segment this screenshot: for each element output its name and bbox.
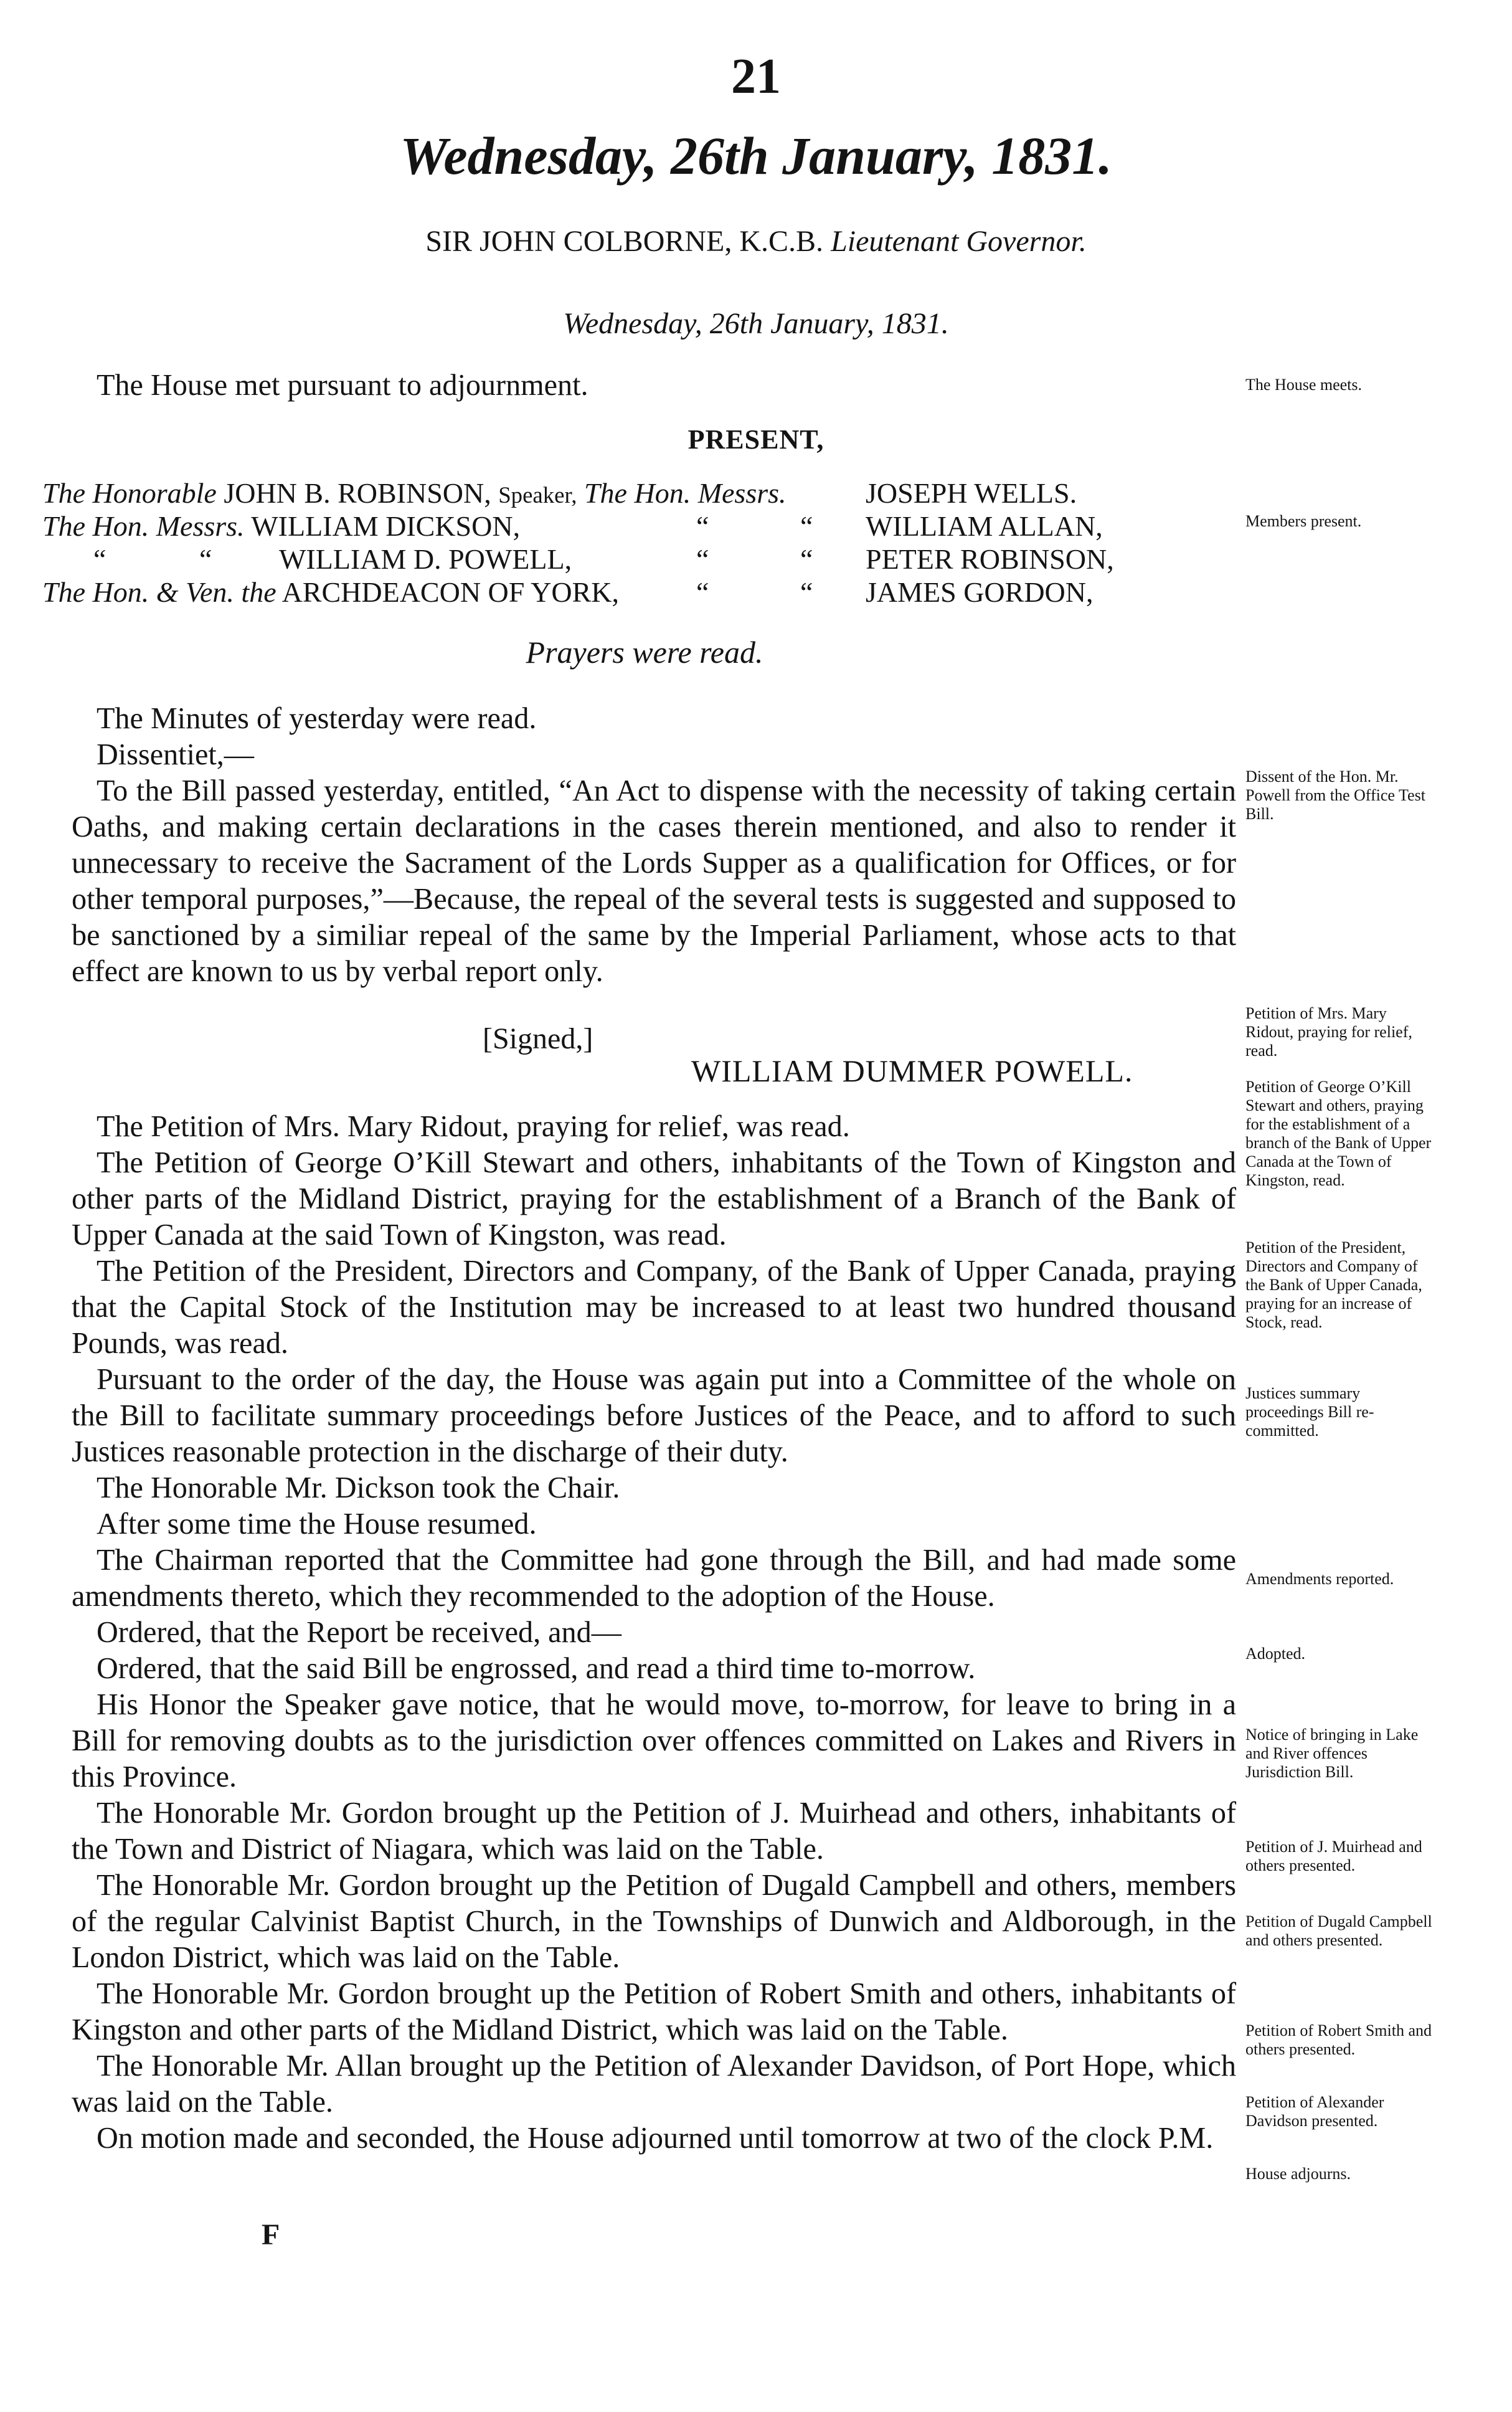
margin-note-justices: Justices summary proceedings Bill re-committed.	[1245, 1384, 1374, 1440]
margin-note-muirhead: Petition of J. Muirhead and others presented.	[1245, 1838, 1422, 1874]
ditto-mark: “	[696, 510, 709, 542]
proceedings-block	[72, 1109, 1236, 2157]
member-name: ARCHDEACON OF YORK,	[281, 576, 619, 608]
member-right-4: JAMES GORDON,	[866, 576, 1094, 608]
ditto-mark: “	[93, 543, 106, 575]
governor-name: SIR JOHN COLBORNE, K.C.B.	[425, 225, 824, 258]
page-date-heading: Wednesday, 26th January, 1831.	[400, 126, 1112, 186]
dissent-paragraph: To the Bill passed yesterday, entitled, “An Act to dispense with the necessity of taking certain Oaths, and making certain declarations in the cases therein mentioned, and also to render it unnecessary to receive the Sacrament of the Lords Supper as a qualification for Offices, or for other temporal purposes,”—Because, the repeal of the several tests is suggested and supposed to be sanctioned by a similiar repeal of the same by the Imperial Parliament, whose acts to that effect are known to us by verbal report only.	[72, 774, 1236, 988]
member-prefix: The Hon. & Ven. the	[42, 576, 276, 608]
ditto-mark: “	[696, 576, 709, 608]
ditto-mark: “	[199, 543, 212, 575]
paragraph-davidson: The Honorable Mr. Allan brought up the Petition of Alexander Davidson, of Port Hope, which was laid on the Table.	[72, 2049, 1236, 2119]
paragraph-campbell: The Honorable Mr. Gordon brought up the Petition of Dugald Campbell and others, members of the regular Calvinist Baptist Church, in the Townships of Dunwich and Aldborough, in the London District, which was laid on the Table.	[72, 1869, 1236, 1974]
governor-title: Lieutenant Governor.	[831, 225, 1087, 258]
margin-note-adopted: Adopted.	[1245, 1645, 1306, 1663]
member-name: WILLIAM DICKSON,	[251, 510, 521, 542]
sitting-date: Wednesday, 26th January, 1831.	[563, 307, 949, 340]
member-row-1	[42, 477, 787, 510]
margin-note-bank: Petition of the President, Directors and Company of the Bank of Upper Canada, praying for an increase of Stock, read.	[1245, 1238, 1422, 1331]
margin-note-notice: Notice of bringing in Lake and River offences Jurisdiction Bill.	[1245, 1726, 1419, 1781]
margin-note-ridout: Petition of Mrs. Mary Ridout, praying for relief, read.	[1245, 1004, 1412, 1060]
paragraph-ridout: The Petition of Mrs. Mary Ridout, praying for relief, was read.	[97, 1110, 850, 1143]
paragraph-report: Ordered, that the Report be received, and—	[97, 1616, 621, 1649]
margin-note-campbell: Petition of Dugald Campbell and others presented.	[1245, 1912, 1432, 1949]
margin-note-amendments: Amendments reported.	[1245, 1570, 1394, 1588]
opening-line	[72, 368, 1236, 404]
paragraph-smith: The Honorable Mr. Gordon brought up the Petition of Robert Smith and others, inhabitants of Kingston and other parts of the Midland District, which was laid on the Table.	[72, 1977, 1236, 2046]
opening-text: The House met pursuant to adjournment.	[97, 369, 588, 402]
paragraph-resumed: After some time the House resumed.	[97, 1507, 537, 1541]
paragraph-amendments: The Chairman reported that the Committee had gone through the Bill, and had made some amendments thereto, which they recommended to the adoption of the House.	[72, 1544, 1236, 1613]
paragraph-chair: The Honorable Mr. Dickson took the Chair.	[97, 1471, 620, 1504]
paragraph-notice: His Honor the Speaker gave notice, that he would move, to-morrow, for leave to bring in a Bill for removing doubts as to the jurisdiction over offences committed on Lakes and Rivers in this Province.	[72, 1688, 1236, 1793]
margin-note-adjourns: House adjourns.	[1245, 2165, 1351, 2183]
paragraph-justices: Pursuant to the order of the day, the House was again put into a Committee of the whole on the Bill to facilitate summary proceedings before Justices of the Peace, and to afford to such Justices reasonable protection in the discharge of their duty.	[72, 1363, 1236, 1468]
paragraph-bank: The Petition of the President, Directors and Company, of the Bank of Upper Canada, praying that the Capital Stock of the Institution may be increased to at least two hundred thousand Pounds, was read.	[72, 1255, 1236, 1360]
member-prefix: The Honorable	[42, 477, 217, 509]
member-right-3: PETER ROBINSON,	[866, 543, 1114, 575]
paragraph-stewart: The Petition of George O’Kill Stewart and others, inhabitants of the Town of Kingston and other parts of the Midland District, praying for the establishment of a Branch of the Bank of Upper Canada at the said Town of Kingston, was read.	[72, 1146, 1236, 1251]
member-prefix: The Hon. Messrs.	[42, 510, 245, 542]
member-row-4	[42, 576, 619, 609]
margin-note-members: Members present.	[1245, 512, 1362, 530]
margin-note-smith: Petition of Robert Smith and others presented.	[1245, 2021, 1432, 2058]
margin-note-stewart: Petition of George O’Kill Stewart and others, praying for the establishment of a branch of the Bank of Upper Canada at the Town of Kingston, read.	[1245, 1078, 1432, 1189]
signature-mark: F	[262, 2218, 280, 2251]
governor-line	[0, 224, 1512, 259]
member-row-3: WILLIAM D. POWELL,	[279, 543, 572, 575]
signer-name: WILLIAM DUMMER POWELL.	[691, 1053, 1133, 1088]
present-heading: PRESENT,	[687, 424, 825, 455]
member-name: JOHN B. ROBINSON,	[224, 477, 491, 509]
paragraph-engrossed: Ordered, that the said Bill be engrossed, and read a third time to-morrow.	[97, 1652, 976, 1685]
member-prefix: The Hon. Messrs.	[584, 477, 787, 509]
margin-note-house-meets: The House meets.	[1245, 376, 1363, 394]
margin-note-dissent: Dissent of the Hon. Mr. Powell from the Office Test Bill.	[1245, 767, 1425, 823]
margin-note-davidson: Petition of Alexander Davidson presented.	[1245, 2093, 1384, 2130]
member-role: Speaker,	[498, 482, 577, 508]
minutes-block	[72, 701, 1236, 990]
paragraph-adjourn: On motion made and seconded, the House adjourned until tomorrow at two of the clock P.M.	[97, 2122, 1214, 2155]
member-right-1: JOSEPH WELLS.	[866, 477, 1077, 509]
member-row-2	[42, 510, 520, 543]
ditto-mark: “	[800, 543, 813, 575]
member-right-2: WILLIAM ALLAN,	[866, 510, 1103, 542]
paragraph-muirhead: The Honorable Mr. Gordon brought up the Petition of J. Muirhead and others, inhabitants of the Town and District of Niagara, which was laid on the Table.	[72, 1797, 1236, 1866]
minutes-line: The Minutes of yesterday were read.	[97, 702, 537, 735]
ditto-mark: “	[696, 543, 709, 575]
ditto-mark: “	[800, 576, 813, 608]
page-number: 21	[731, 49, 781, 104]
ditto-mark: “	[800, 510, 813, 542]
dissentiet-line: Dissentiet,—	[97, 738, 254, 771]
signed-label: [Signed,]	[483, 1022, 593, 1055]
prayers-line: Prayers were read.	[526, 635, 763, 670]
